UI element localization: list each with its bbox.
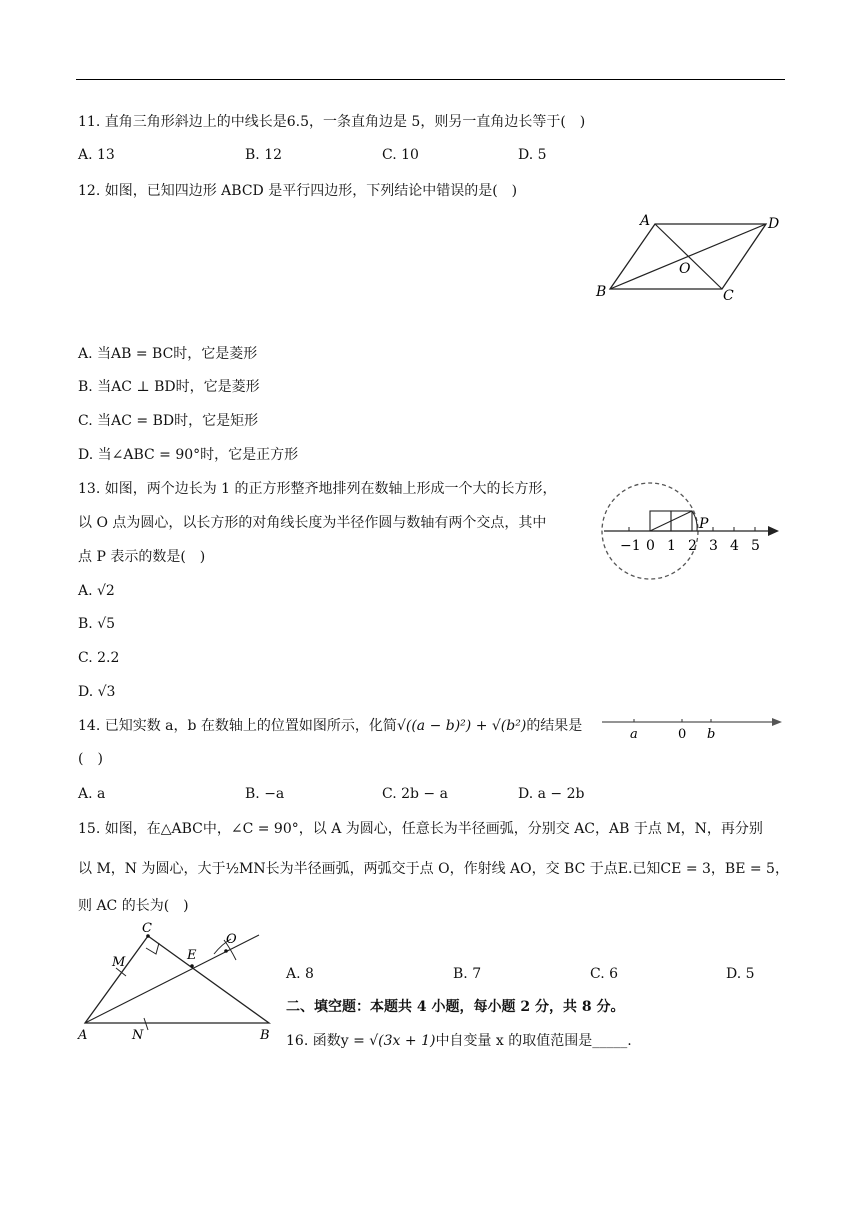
- q14-number-line-figure: [600, 713, 790, 743]
- q15-option-c: C. 6: [590, 966, 619, 982]
- q11-stem: 11. 直角三角形斜边上的中线长是6.5，一条直角边是 5，则另一直角边长等于( ): [78, 114, 586, 130]
- q15-stem-line2: 以 M，N 为圆心，大于½MN长为半径画弧，两弧交于点 O，作射线 AO，交 BC 于点E.已知CE = 3，BE = 5，: [78, 861, 789, 877]
- q12-option-c: C. 当AC = BD时，它是矩形: [78, 413, 259, 429]
- q15-label-a: A: [78, 1028, 88, 1043]
- q15-label-e: E: [187, 948, 197, 963]
- q13-tick-4: 4: [730, 538, 739, 554]
- q14-label-a: a: [630, 727, 638, 742]
- q13-tick-2: 2: [688, 538, 697, 554]
- q16-stem: [286, 1032, 632, 1050]
- q12-parallelogram-figure: [590, 210, 790, 310]
- q14-label-0: 0: [678, 727, 687, 742]
- q12-label-d: D: [768, 216, 780, 232]
- q13-tick-0: 0: [646, 538, 655, 554]
- q13-tick-3: 3: [709, 538, 718, 554]
- q11-option-b: B. 12: [245, 147, 283, 163]
- q12-option-b: B. 当AC ⊥ BD时，它是菱形: [78, 379, 260, 395]
- q16-stem-prefix: 16. 函数y =: [286, 1033, 370, 1049]
- q15-label-o: O: [226, 932, 237, 947]
- q15-triangle-figure: [74, 918, 274, 1043]
- q13-label-p: P: [699, 516, 709, 532]
- q11-option-d: D. 5: [518, 147, 547, 163]
- q13-option-b: B. √5: [78, 616, 116, 632]
- q14-stem-prefix: 14. 已知实数 a，b 在数轴上的位置如图所示，化简: [78, 718, 397, 734]
- q12-label-b: B: [596, 284, 607, 300]
- q13-stem-line3: 点 P 表示的数是( ): [78, 549, 206, 565]
- q12-label-c: C: [723, 288, 734, 304]
- section2-heading: 二、填空题：本题共 4 小题，每小题 2 分，共 8 分。: [286, 999, 625, 1015]
- q14-option-d: D. a − 2b: [518, 786, 585, 802]
- q15-label-c: C: [142, 921, 152, 936]
- q13-number-line-figure: [598, 482, 788, 582]
- q13-option-a: A. √2: [78, 583, 115, 599]
- q15-stem-line3: 则 AC 的长为( ): [78, 898, 189, 914]
- q11-option-c: C. 10: [382, 147, 419, 163]
- q15-option-a: A. 8: [286, 966, 314, 982]
- q14-option-b: B. −a: [245, 786, 285, 802]
- q13-option-d: D. √3: [78, 684, 116, 700]
- q15-option-d: D. 5: [726, 966, 755, 982]
- q13-tick-neg1: −1: [620, 538, 641, 554]
- q13-tick-5: 5: [751, 538, 760, 554]
- q12-option-a: A. 当AB = BC时，它是菱形: [78, 346, 258, 362]
- q14-stem: [78, 717, 582, 735]
- q11-option-a: A. 13: [78, 147, 115, 163]
- q14-label-b: b: [707, 727, 716, 742]
- q12-label-a: A: [640, 213, 651, 229]
- q13-option-c: C. 2.2: [78, 650, 120, 666]
- header-rule: [76, 79, 785, 80]
- q14-option-c: C. 2b − a: [382, 786, 448, 802]
- q14-option-a: A. a: [78, 786, 106, 802]
- q14-stem-expression: √((a − b)²) + √(b²): [396, 718, 527, 734]
- q15-option-b: B. 7: [453, 966, 482, 982]
- q15-label-m: M: [112, 955, 126, 970]
- q16-stem-suffix: 中自变量 x 的取值范围是_____.: [435, 1033, 632, 1049]
- q13-stem-line2: 以 O 点为圆心，以长方形的对角线长度为半径作圆与数轴有两个交点，其中: [78, 515, 547, 531]
- q13-stem-line1: 13. 如图，两个边长为 1 的正方形整齐地排列在数轴上形成一个大的长方形，: [78, 481, 557, 497]
- q16-stem-expression: √(3x + 1): [369, 1033, 436, 1049]
- q14-stem-suffix: 的结果是: [526, 718, 583, 734]
- q12-option-d: D. 当∠ABC = 90°时，它是正方形: [78, 447, 299, 463]
- q15-label-b: B: [260, 1028, 270, 1043]
- q12-label-o: O: [679, 261, 691, 277]
- q13-tick-1: 1: [667, 538, 676, 554]
- q15-label-n: N: [132, 1028, 144, 1043]
- q15-stem-line1: 15. 如图，在△ABC中，∠C = 90°，以 A 为圆心，任意长为半径画弧，分别交 AC，AB 于点 M，N，再分别: [78, 821, 763, 837]
- q14-stem-line2: ( ): [78, 751, 103, 767]
- q12-stem: 12. 如图，已知四边形 ABCD 是平行四边形，下列结论中错误的是( ): [78, 183, 518, 199]
